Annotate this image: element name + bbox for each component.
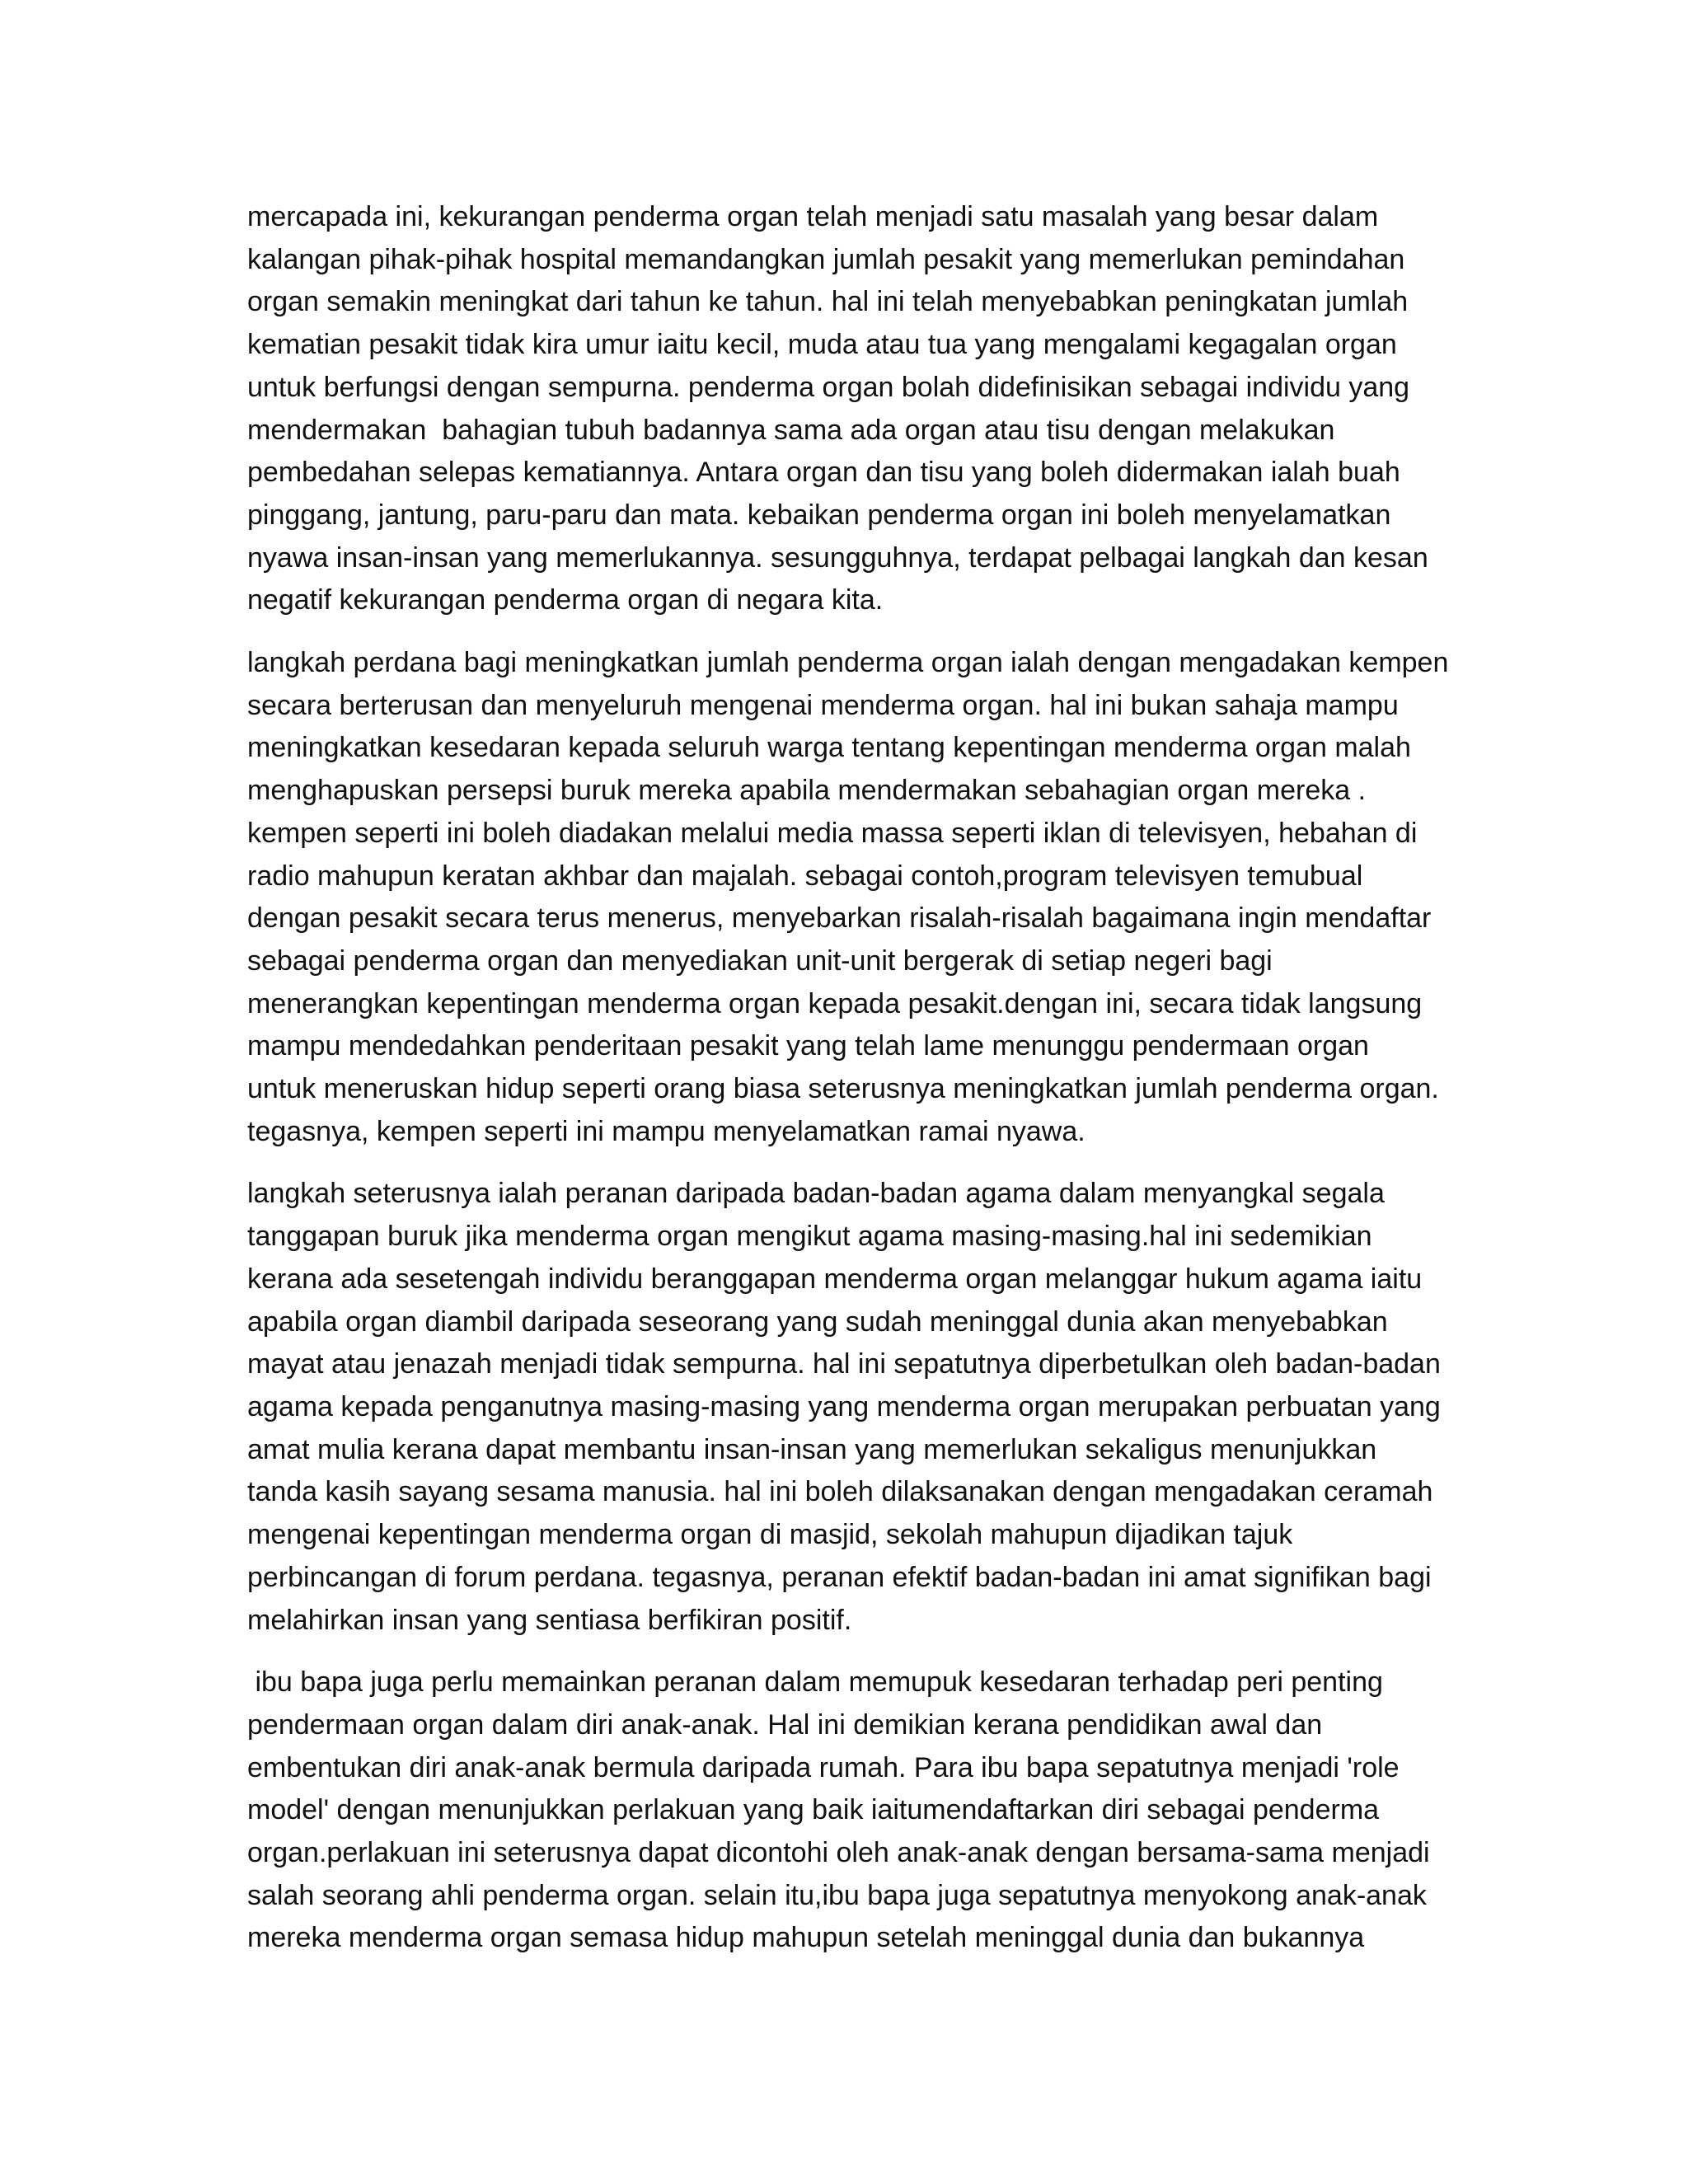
text-line: mereka menderma organ semasa hidup mahupun setelah meninggal dunia dan bukannya bbox=[247, 1922, 1365, 1954]
paragraph-3 bbox=[247, 1173, 1459, 1642]
paragraph-4 bbox=[247, 1661, 1459, 1960]
text-line: mendermakan bahagian tubuh badannya sama ada organ atau tisu dengan melakukan bbox=[247, 414, 1335, 446]
text-line: apabila organ diambil daripada seseorang yang sudah meninggal dunia akan menyebabkan bbox=[247, 1305, 1388, 1338]
text-line: meningkatkan kesedaran kepada seluruh warga tentang kepentingan menderma organ malah bbox=[247, 732, 1411, 764]
text-line: kematian pesakit tidak kira umur iaitu kecil, muda atau tua yang mengalami kegagalan organ bbox=[247, 329, 1397, 361]
text-line: dengan pesakit secara terus menerus, menyebarkan risalah-risalah bagaimana ingin mendaftar bbox=[247, 902, 1432, 935]
text-line: kerana ada sesetengah individu beranggapan menderma organ melanggar hukum agama iaitu bbox=[247, 1263, 1423, 1295]
text-line: embentukan diri anak-anak bermula daripada rumah. Para ibu bapa sepatutnya menjadi 'role bbox=[247, 1751, 1400, 1783]
text-line: pembedahan selepas kematiannya. Antara organ dan tisu yang boleh didermakan ialah buah bbox=[247, 457, 1400, 489]
text-line: amat mulia kerana dapat membantu insan-insan yang memerlukan sekaligus menunjukkan bbox=[247, 1433, 1377, 1465]
text-line: untuk meneruskan hidup seperti orang biasa seterusnya meningkatkan jumlah penderma organ. bbox=[247, 1073, 1439, 1105]
text-line: mampu mendedahkan penderitaan pesakit yang telah lame menunggu pendermaan organ bbox=[247, 1030, 1369, 1062]
document-body bbox=[247, 196, 1459, 1980]
text-line: menerangkan kepentingan menderma organ kepada pesakit.dengan ini, secara tidak langsung bbox=[247, 987, 1423, 1019]
text-line: secara berterusan dan menyeluruh mengenai menderma organ. hal ini bukan sahaja mampu bbox=[247, 689, 1399, 721]
paragraph-2 bbox=[247, 642, 1459, 1153]
text-line: pinggang, jantung, paru-paru dan mata. kebaikan penderma organ ini boleh menyelamatkan bbox=[247, 499, 1391, 531]
text-line: melahirkan insan yang sentiasa berfikiran positif. bbox=[247, 1604, 852, 1636]
text-line: tanggapan buruk jika menderma organ mengikut agama masing-masing.hal ini sedemikian bbox=[247, 1221, 1372, 1253]
text-line: salah seorang ahli penderma organ. selain itu,ibu bapa juga sepatutnya menyokong anak-anak bbox=[247, 1879, 1427, 1911]
text-line: agama kepada penganutnya masing-masing yang menderma organ merupakan perbuatan yang bbox=[247, 1390, 1441, 1422]
text-line: negatif kekurangan penderma organ di negara kita. bbox=[247, 584, 884, 616]
text-line: nyawa insan-insan yang memerlukannya. sesungguhnya, terdapat pelbagai langkah dan kesan bbox=[247, 541, 1428, 574]
text-line: kalangan pihak-pihak hospital memandangkan jumlah pesakit yang memerlukan pemindahan bbox=[247, 243, 1405, 275]
text-line: mercapada ini, kekurangan penderma organ telah menjadi satu masalah yang besar dalam bbox=[247, 201, 1379, 232]
text-line: tegasnya, kempen seperti ini mampu menyelamatkan ramai nyawa. bbox=[247, 1115, 1085, 1147]
text-line: model' dengan menunjukkan perlakuan yang baik iaitumendaftarkan diri sebagai penderma bbox=[247, 1794, 1380, 1826]
text-line: ibu bapa juga perlu memainkan peranan dalam memupuk kesedaran terhadap peri penting bbox=[247, 1666, 1383, 1699]
text-line: tanda kasih sayang sesama manusia. hal ini boleh dilaksanakan dengan mengadakan ceramah bbox=[247, 1476, 1433, 1508]
text-line: untuk berfungsi dengan sempurna. penderma organ bolah didefinisikan sebagai individu yang bbox=[247, 371, 1410, 403]
text-line: langkah seterusnya ialah peranan daripada badan-badan agama dalam menyangkal segala bbox=[247, 1178, 1385, 1210]
text-line: radio mahupun keratan akhbar dan majalah. sebagai contoh,program televisyen temubual bbox=[247, 860, 1363, 892]
text-line: pendermaan organ dalam diri anak-anak. Hal ini demikian kerana pendidikan awal dan bbox=[247, 1708, 1323, 1741]
text-line: kempen seperti ini boleh diadakan melalui media massa seperti iklan di televisyen, hebahan di bbox=[247, 817, 1418, 849]
text-line: organ.perlakuan ini seterusnya dapat dicontohi oleh anak-anak dengan bersama-sama menjadi bbox=[247, 1837, 1430, 1869]
paragraph-1 bbox=[247, 196, 1459, 622]
text-line: perbincangan di forum perdana. tegasnya, peranan efektif badan-badan ini amat signifikan bagi bbox=[247, 1561, 1432, 1593]
text-line: menghapuskan persepsi buruk mereka apabila mendermakan sebahagian organ mereka . bbox=[247, 775, 1367, 807]
text-line: organ semakin meningkat dari tahun ke tahun. hal ini telah menyebabkan peningkatan jumlah bbox=[247, 286, 1409, 318]
text-line: sebagai penderma organ dan menyediakan unit-unit bergerak di setiap negeri bagi bbox=[247, 944, 1273, 977]
text-line: mayat atau jenazah menjadi tidak sempurna. hal ini sepatutnya diperbetulkan oleh badan-badan bbox=[247, 1348, 1441, 1380]
text-line: mengenai kepentingan menderma organ di masjid, sekolah mahupun dijadikan tajuk bbox=[247, 1519, 1293, 1551]
text-line: langkah perdana bagi meningkatkan jumlah penderma organ ialah dengan mengadakan kempen bbox=[247, 647, 1449, 679]
